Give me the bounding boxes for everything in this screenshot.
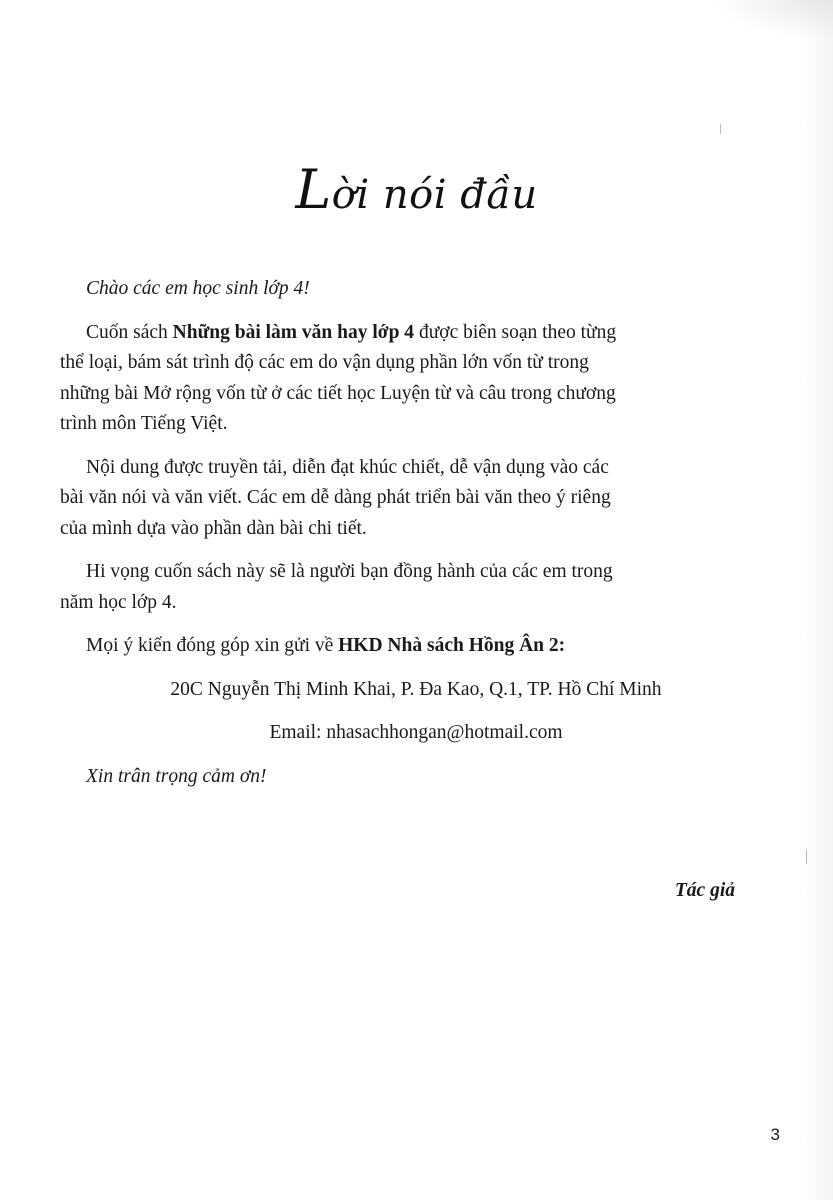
paragraph-3-line-2: năm học lớp 4.: [60, 591, 177, 613]
book-title: Những bài làm văn hay lớp 4: [172, 321, 415, 343]
publisher-name: HKD Nhà sách Hồng Ân 2:: [338, 635, 566, 656]
paragraph-1-line-4: trình môn Tiếng Việt.: [60, 413, 228, 434]
paragraph-1-line-1-rest: được biên soạn theo từng: [414, 321, 617, 343]
greeting: Chào các em học sinh lớp 4!: [86, 278, 310, 299]
contact-intro-text: Mọi ý kiến đóng góp xin gửi về: [86, 635, 339, 656]
paragraph-1-line-3: những bài Mở rộng vốn từ ở các tiết học Luyện từ và câu trong chương: [60, 382, 616, 404]
preface-body: [60, 274, 746, 805]
publisher-email: Email: nhasachhongan@hotmail.com: [269, 722, 563, 743]
title-initial: L: [295, 158, 332, 221]
paper-speck: [720, 124, 721, 134]
title-rest: ời nói đầu: [331, 172, 538, 218]
paragraph-1-line-1: [60, 318, 746, 349]
paper-speck: [806, 850, 807, 864]
contact-intro: [86, 631, 746, 662]
paragraph-3: [60, 557, 746, 618]
paragraph-1: [60, 318, 746, 440]
publisher-address: 20C Nguyễn Thị Minh Khai, P. Đa Kao, Q.1, TP. Hồ Chí Minh: [170, 678, 662, 700]
paragraph-2-line-3: của mình dựa vào phần dàn bài chi tiết.: [60, 517, 367, 539]
paragraph-2: [60, 453, 746, 545]
paragraph-2-line-2: bài văn nói và văn viết. Các em dễ dàng phát triển bài văn theo ý riêng: [60, 487, 611, 508]
author-signature: Tác giả: [674, 880, 735, 901]
paragraph-1-line-2: thể loại, bám sát trình độ các em do vận dụng phần lớn vốn từ trong: [60, 352, 589, 373]
paragraph-2-line-1: Nội dung được truyền tải, diễn đạt khúc chiết, dễ vận dụng vào các: [86, 456, 609, 478]
page-corner-shadow: [713, 0, 833, 40]
closing-thanks: Xin trân trọng cảm ơn!: [86, 765, 267, 787]
paragraph-3-line-1: Hi vọng cuốn sách này sẽ là người bạn đồng hành của các em trong: [86, 561, 613, 582]
paragraph-1-lead: Cuốn sách: [86, 321, 173, 343]
page-title: [0, 158, 833, 221]
page-number: 3: [770, 1125, 780, 1144]
